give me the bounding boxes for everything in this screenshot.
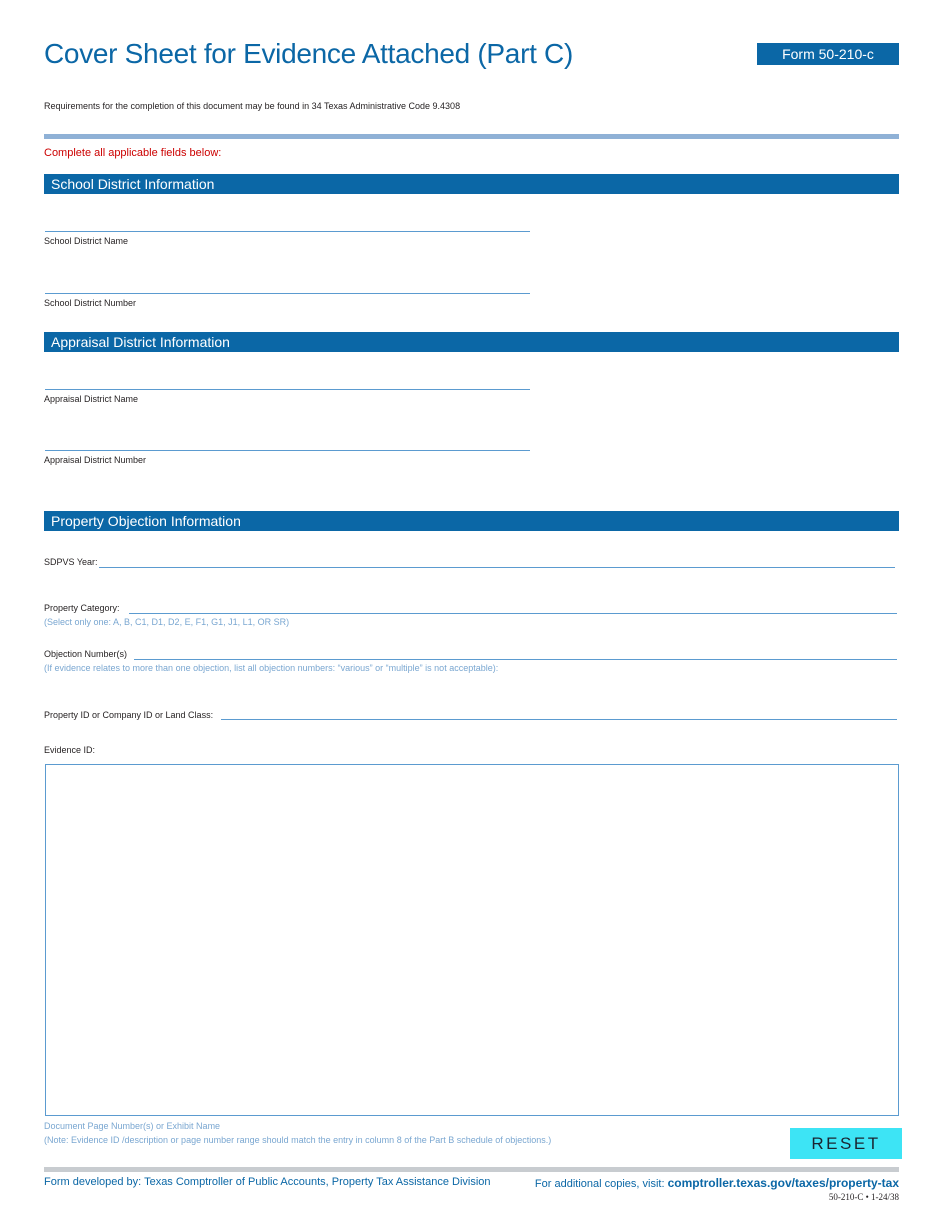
reset-button[interactable]: RESET bbox=[790, 1128, 902, 1159]
sdpvs-year-label: SDPVS Year: bbox=[44, 557, 98, 567]
property-category-label: Property Category: bbox=[44, 603, 120, 613]
appraisal-district-name-field[interactable] bbox=[45, 389, 530, 390]
school-district-number-label: School District Number bbox=[44, 298, 137, 308]
form-number-badge: Form 50-210-c bbox=[757, 43, 899, 65]
footer-divider bbox=[44, 1167, 899, 1172]
footer-developed-by: Form developed by: Texas Comptroller of Public Accounts, Property Tax Assistance Division bbox=[44, 1176, 491, 1188]
property-objection-heading: Property Objection Information bbox=[44, 511, 899, 531]
page-title: Cover Sheet for Evidence Attached (Part C) bbox=[44, 38, 573, 69]
objection-number-label: Objection Number(s) bbox=[44, 649, 128, 659]
objection-number-hint: (If evidence relates to more than one objection, list all objection numbers: “various” or “multiple” is not acceptable): bbox=[44, 663, 499, 673]
appraisal-district-name-label: Appraisal District Name bbox=[44, 394, 139, 404]
evidence-note: (Note: Evidence ID /description or page number range should match the entry in column 8 of the Part B schedule of objections.) bbox=[44, 1135, 552, 1145]
appraisal-district-number-label: Appraisal District Number bbox=[44, 455, 147, 465]
instructions-text: Complete all applicable fields below: bbox=[44, 147, 222, 159]
appraisal-district-heading: Appraisal District Information bbox=[44, 332, 899, 352]
property-id-label: Property ID or Company ID or Land Class: bbox=[44, 710, 214, 720]
appraisal-district-number-field[interactable] bbox=[45, 450, 530, 451]
school-district-name-field[interactable] bbox=[45, 231, 530, 232]
page-number-hint: Document Page Number(s) or Exhibit Name bbox=[44, 1121, 221, 1131]
evidence-id-textarea[interactable] bbox=[45, 764, 899, 1116]
footer-copies-prefix: For additional copies, visit: bbox=[534, 1178, 668, 1190]
footer-copies-link[interactable]: comptroller.texas.gov/taxes/property-tax bbox=[667, 1176, 899, 1190]
school-district-heading: School District Information bbox=[44, 174, 899, 194]
school-district-name-label: School District Name bbox=[44, 236, 129, 246]
sdpvs-year-field[interactable] bbox=[99, 567, 895, 568]
footer-form-id: 50-210-C • 1-24/38 bbox=[828, 1192, 899, 1202]
requirements-note: Requirements for the completion of this document may be found in 34 Texas Administrative Code 9.4308 bbox=[44, 101, 461, 111]
objection-number-field[interactable] bbox=[134, 659, 897, 660]
property-category-field[interactable] bbox=[129, 613, 897, 614]
footer-copies bbox=[535, 1176, 899, 1190]
property-id-field[interactable] bbox=[221, 719, 897, 720]
property-category-hint: (Select only one: A, B, C1, D1, D2, E, F1, G1, J1, L1, OR SR) bbox=[44, 617, 290, 627]
header-divider bbox=[44, 134, 899, 139]
school-district-number-field[interactable] bbox=[45, 293, 530, 294]
evidence-id-label: Evidence ID: bbox=[44, 745, 96, 755]
